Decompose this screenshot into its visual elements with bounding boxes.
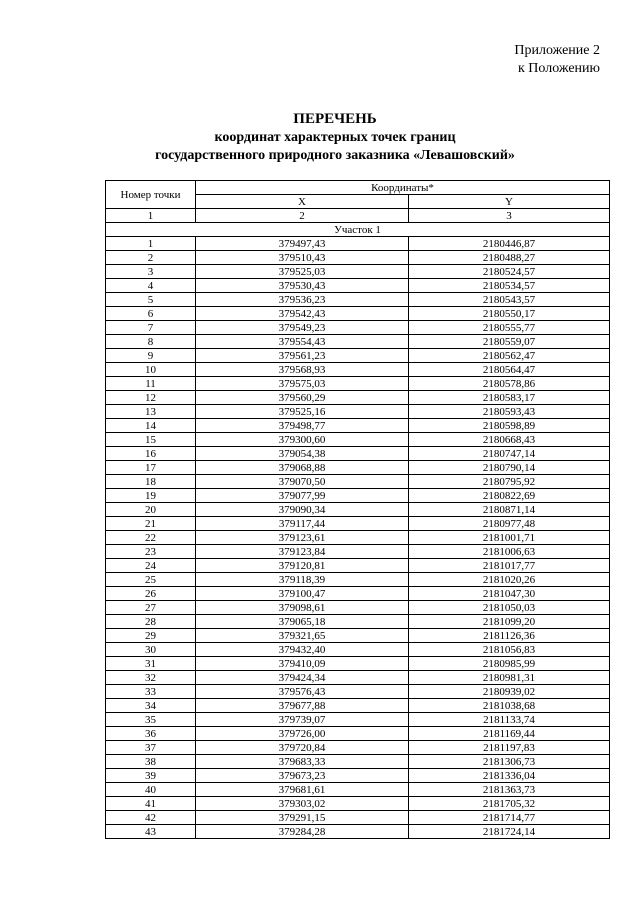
table-row bbox=[106, 825, 610, 839]
point-number-cell: 30 bbox=[106, 643, 196, 657]
table-row bbox=[106, 377, 610, 391]
y-coordinate-cell: 2181038,68 bbox=[409, 699, 610, 713]
y-coordinate-cell: 2181363,73 bbox=[409, 783, 610, 797]
y-coordinate-cell: 2181724,14 bbox=[409, 825, 610, 839]
x-coordinate-cell: 379054,38 bbox=[196, 447, 409, 461]
y-coordinate-cell: 2180790,14 bbox=[409, 461, 610, 475]
y-coordinate-cell: 2180534,57 bbox=[409, 279, 610, 293]
x-coordinate-cell: 379321,65 bbox=[196, 629, 409, 643]
x-coordinate-cell: 379726,00 bbox=[196, 727, 409, 741]
y-coordinate-cell: 2180559,07 bbox=[409, 335, 610, 349]
point-number-cell: 19 bbox=[106, 489, 196, 503]
table-row bbox=[106, 489, 610, 503]
document-title bbox=[0, 110, 640, 165]
point-number-cell: 39 bbox=[106, 769, 196, 783]
point-number-cell: 25 bbox=[106, 573, 196, 587]
y-coordinate-cell: 2180583,17 bbox=[409, 391, 610, 405]
table-row bbox=[106, 727, 610, 741]
point-number-cell: 1 bbox=[106, 237, 196, 251]
y-coordinate-cell: 2180564,47 bbox=[409, 363, 610, 377]
y-coordinate-cell: 2181336,04 bbox=[409, 769, 610, 783]
point-number-cell: 34 bbox=[106, 699, 196, 713]
x-coordinate-cell: 379575,03 bbox=[196, 377, 409, 391]
appendix-reference bbox=[440, 42, 600, 78]
x-coordinate-cell: 379065,18 bbox=[196, 615, 409, 629]
x-coordinate-cell: 379673,23 bbox=[196, 769, 409, 783]
x-coordinate-cell: 379525,16 bbox=[196, 405, 409, 419]
column-number-3: 3 bbox=[409, 209, 610, 223]
point-number-cell: 4 bbox=[106, 279, 196, 293]
y-coordinate-cell: 2180543,57 bbox=[409, 293, 610, 307]
table-row bbox=[106, 279, 610, 293]
point-number-cell: 40 bbox=[106, 783, 196, 797]
table-row bbox=[106, 433, 610, 447]
y-coordinate-cell: 2181047,30 bbox=[409, 587, 610, 601]
x-coordinate-cell: 379530,43 bbox=[196, 279, 409, 293]
y-coordinate-cell: 2180747,14 bbox=[409, 447, 610, 461]
table-row bbox=[106, 307, 610, 321]
table-row bbox=[106, 629, 610, 643]
table-row bbox=[106, 461, 610, 475]
y-coordinate-cell: 2180550,17 bbox=[409, 307, 610, 321]
x-coordinate-cell: 379303,02 bbox=[196, 797, 409, 811]
point-number-cell: 29 bbox=[106, 629, 196, 643]
x-coordinate-cell: 379117,44 bbox=[196, 517, 409, 531]
point-number-cell: 32 bbox=[106, 671, 196, 685]
x-coordinate-cell: 379120,81 bbox=[196, 559, 409, 573]
y-coordinate-cell: 2181056,83 bbox=[409, 643, 610, 657]
point-number-cell: 8 bbox=[106, 335, 196, 349]
point-number-cell: 14 bbox=[106, 419, 196, 433]
table-row bbox=[106, 475, 610, 489]
y-coordinate-cell: 2181705,32 bbox=[409, 797, 610, 811]
point-number-cell: 11 bbox=[106, 377, 196, 391]
point-number-cell: 27 bbox=[106, 601, 196, 615]
x-coordinate-cell: 379510,43 bbox=[196, 251, 409, 265]
y-coordinate-cell: 2180981,31 bbox=[409, 671, 610, 685]
point-number-cell: 10 bbox=[106, 363, 196, 377]
x-coordinate-cell: 379291,15 bbox=[196, 811, 409, 825]
table-row bbox=[106, 657, 610, 671]
table-row bbox=[106, 741, 610, 755]
table-row bbox=[106, 699, 610, 713]
table-row bbox=[106, 573, 610, 587]
x-coordinate-cell: 379576,43 bbox=[196, 685, 409, 699]
point-number-cell: 41 bbox=[106, 797, 196, 811]
y-coordinate-cell: 2180668,43 bbox=[409, 433, 610, 447]
x-coordinate-cell: 379560,29 bbox=[196, 391, 409, 405]
x-coordinate-cell: 379090,34 bbox=[196, 503, 409, 517]
point-number-cell: 22 bbox=[106, 531, 196, 545]
y-coordinate-cell: 2181006,63 bbox=[409, 545, 610, 559]
point-number-cell: 9 bbox=[106, 349, 196, 363]
table-row bbox=[106, 419, 610, 433]
table-row bbox=[106, 559, 610, 573]
y-coordinate-cell: 2180822,69 bbox=[409, 489, 610, 503]
x-coordinate-cell: 379284,28 bbox=[196, 825, 409, 839]
y-coordinate-cell: 2180795,92 bbox=[409, 475, 610, 489]
x-coordinate-cell: 379677,88 bbox=[196, 699, 409, 713]
y-coordinate-cell: 2180555,77 bbox=[409, 321, 610, 335]
point-number-cell: 12 bbox=[106, 391, 196, 405]
point-number-cell: 36 bbox=[106, 727, 196, 741]
point-number-cell: 18 bbox=[106, 475, 196, 489]
y-coordinate-cell: 2180871,14 bbox=[409, 503, 610, 517]
point-number-cell: 15 bbox=[106, 433, 196, 447]
table-row bbox=[106, 615, 610, 629]
x-coordinate-cell: 379561,23 bbox=[196, 349, 409, 363]
table-row bbox=[106, 321, 610, 335]
x-coordinate-cell: 379432,40 bbox=[196, 643, 409, 657]
x-coordinate-cell: 379681,61 bbox=[196, 783, 409, 797]
y-coordinate-cell: 2181001,71 bbox=[409, 531, 610, 545]
table-row bbox=[106, 363, 610, 377]
y-coordinate-cell: 2180446,87 bbox=[409, 237, 610, 251]
table-row bbox=[106, 517, 610, 531]
x-coordinate-cell: 379098,61 bbox=[196, 601, 409, 615]
table-row bbox=[106, 797, 610, 811]
point-number-cell: 20 bbox=[106, 503, 196, 517]
table-row bbox=[106, 713, 610, 727]
x-coordinate-cell: 379739,07 bbox=[196, 713, 409, 727]
y-coordinate-cell: 2181017,77 bbox=[409, 559, 610, 573]
y-coordinate-cell: 2181714,77 bbox=[409, 811, 610, 825]
point-number-cell: 23 bbox=[106, 545, 196, 559]
x-coordinate-cell: 379123,84 bbox=[196, 545, 409, 559]
y-coordinate-cell: 2181099,20 bbox=[409, 615, 610, 629]
appendix-line-1: Приложение 2 bbox=[514, 43, 600, 58]
x-coordinate-cell: 379549,23 bbox=[196, 321, 409, 335]
table-row bbox=[106, 237, 610, 251]
point-number-cell: 13 bbox=[106, 405, 196, 419]
y-coordinate-cell: 2180985,99 bbox=[409, 657, 610, 671]
point-number-cell: 31 bbox=[106, 657, 196, 671]
x-coordinate-cell: 379683,33 bbox=[196, 755, 409, 769]
table-row bbox=[106, 769, 610, 783]
table-row bbox=[106, 685, 610, 699]
x-coordinate-cell: 379554,43 bbox=[196, 335, 409, 349]
appendix-line-2: к Положению bbox=[517, 61, 600, 76]
table-row bbox=[106, 601, 610, 615]
header-x: X bbox=[196, 195, 409, 209]
y-coordinate-cell: 2180524,57 bbox=[409, 265, 610, 279]
title-line-1: ПЕРЕЧЕНЬ bbox=[293, 111, 377, 127]
column-number-1: 1 bbox=[106, 209, 196, 223]
table-row bbox=[106, 671, 610, 685]
y-coordinate-cell: 2181133,74 bbox=[409, 713, 610, 727]
y-coordinate-cell: 2181197,83 bbox=[409, 741, 610, 755]
y-coordinate-cell: 2181126,36 bbox=[409, 629, 610, 643]
table-row bbox=[106, 811, 610, 825]
y-coordinate-cell: 2181306,73 bbox=[409, 755, 610, 769]
x-coordinate-cell: 379068,88 bbox=[196, 461, 409, 475]
x-coordinate-cell: 379536,23 bbox=[196, 293, 409, 307]
table-row bbox=[106, 531, 610, 545]
point-number-cell: 6 bbox=[106, 307, 196, 321]
title-line-2: координат характерных точек границ bbox=[214, 130, 456, 145]
x-coordinate-cell: 379720,84 bbox=[196, 741, 409, 755]
x-coordinate-cell: 379410,09 bbox=[196, 657, 409, 671]
point-number-cell: 38 bbox=[106, 755, 196, 769]
y-coordinate-cell: 2180488,27 bbox=[409, 251, 610, 265]
point-number-cell: 21 bbox=[106, 517, 196, 531]
table-row bbox=[106, 545, 610, 559]
table-row bbox=[106, 405, 610, 419]
point-number-cell: 17 bbox=[106, 461, 196, 475]
point-number-cell: 26 bbox=[106, 587, 196, 601]
x-coordinate-cell: 379118,39 bbox=[196, 573, 409, 587]
y-coordinate-cell: 2180598,89 bbox=[409, 419, 610, 433]
y-coordinate-cell: 2180578,86 bbox=[409, 377, 610, 391]
x-coordinate-cell: 379568,93 bbox=[196, 363, 409, 377]
table-row bbox=[106, 251, 610, 265]
y-coordinate-cell: 2180977,48 bbox=[409, 517, 610, 531]
point-number-cell: 42 bbox=[106, 811, 196, 825]
section-label: Участок 1 bbox=[106, 223, 610, 237]
x-coordinate-cell: 379077,99 bbox=[196, 489, 409, 503]
coordinates-table bbox=[105, 180, 610, 839]
header-point-number: Номер точки bbox=[106, 181, 196, 209]
point-number-cell: 2 bbox=[106, 251, 196, 265]
point-number-cell: 3 bbox=[106, 265, 196, 279]
x-coordinate-cell: 379070,50 bbox=[196, 475, 409, 489]
x-coordinate-cell: 379300,60 bbox=[196, 433, 409, 447]
title-line-3: государственного природного заказника «Левашовский» bbox=[155, 148, 515, 163]
table-row bbox=[106, 643, 610, 657]
y-coordinate-cell: 2181020,26 bbox=[409, 573, 610, 587]
header-y: Y bbox=[409, 195, 610, 209]
point-number-cell: 28 bbox=[106, 615, 196, 629]
x-coordinate-cell: 379123,61 bbox=[196, 531, 409, 545]
table-row bbox=[106, 587, 610, 601]
y-coordinate-cell: 2180593,43 bbox=[409, 405, 610, 419]
y-coordinate-cell: 2180939,02 bbox=[409, 685, 610, 699]
table-row bbox=[106, 755, 610, 769]
x-coordinate-cell: 379525,03 bbox=[196, 265, 409, 279]
x-coordinate-cell: 379100,47 bbox=[196, 587, 409, 601]
point-number-cell: 37 bbox=[106, 741, 196, 755]
y-coordinate-cell: 2181050,03 bbox=[409, 601, 610, 615]
table-row bbox=[106, 391, 610, 405]
table-row bbox=[106, 349, 610, 363]
x-coordinate-cell: 379424,34 bbox=[196, 671, 409, 685]
table-row bbox=[106, 447, 610, 461]
table-row bbox=[106, 503, 610, 517]
table-row bbox=[106, 265, 610, 279]
point-number-cell: 43 bbox=[106, 825, 196, 839]
point-number-cell: 5 bbox=[106, 293, 196, 307]
x-coordinate-cell: 379498,77 bbox=[196, 419, 409, 433]
x-coordinate-cell: 379497,43 bbox=[196, 237, 409, 251]
point-number-cell: 35 bbox=[106, 713, 196, 727]
table-body bbox=[106, 237, 610, 839]
point-number-cell: 24 bbox=[106, 559, 196, 573]
column-number-2: 2 bbox=[196, 209, 409, 223]
header-coordinates: Координаты* bbox=[196, 181, 610, 195]
table-row bbox=[106, 783, 610, 797]
y-coordinate-cell: 2181169,44 bbox=[409, 727, 610, 741]
y-coordinate-cell: 2180562,47 bbox=[409, 349, 610, 363]
point-number-cell: 16 bbox=[106, 447, 196, 461]
table-row bbox=[106, 335, 610, 349]
point-number-cell: 33 bbox=[106, 685, 196, 699]
point-number-cell: 7 bbox=[106, 321, 196, 335]
table-row bbox=[106, 293, 610, 307]
x-coordinate-cell: 379542,43 bbox=[196, 307, 409, 321]
